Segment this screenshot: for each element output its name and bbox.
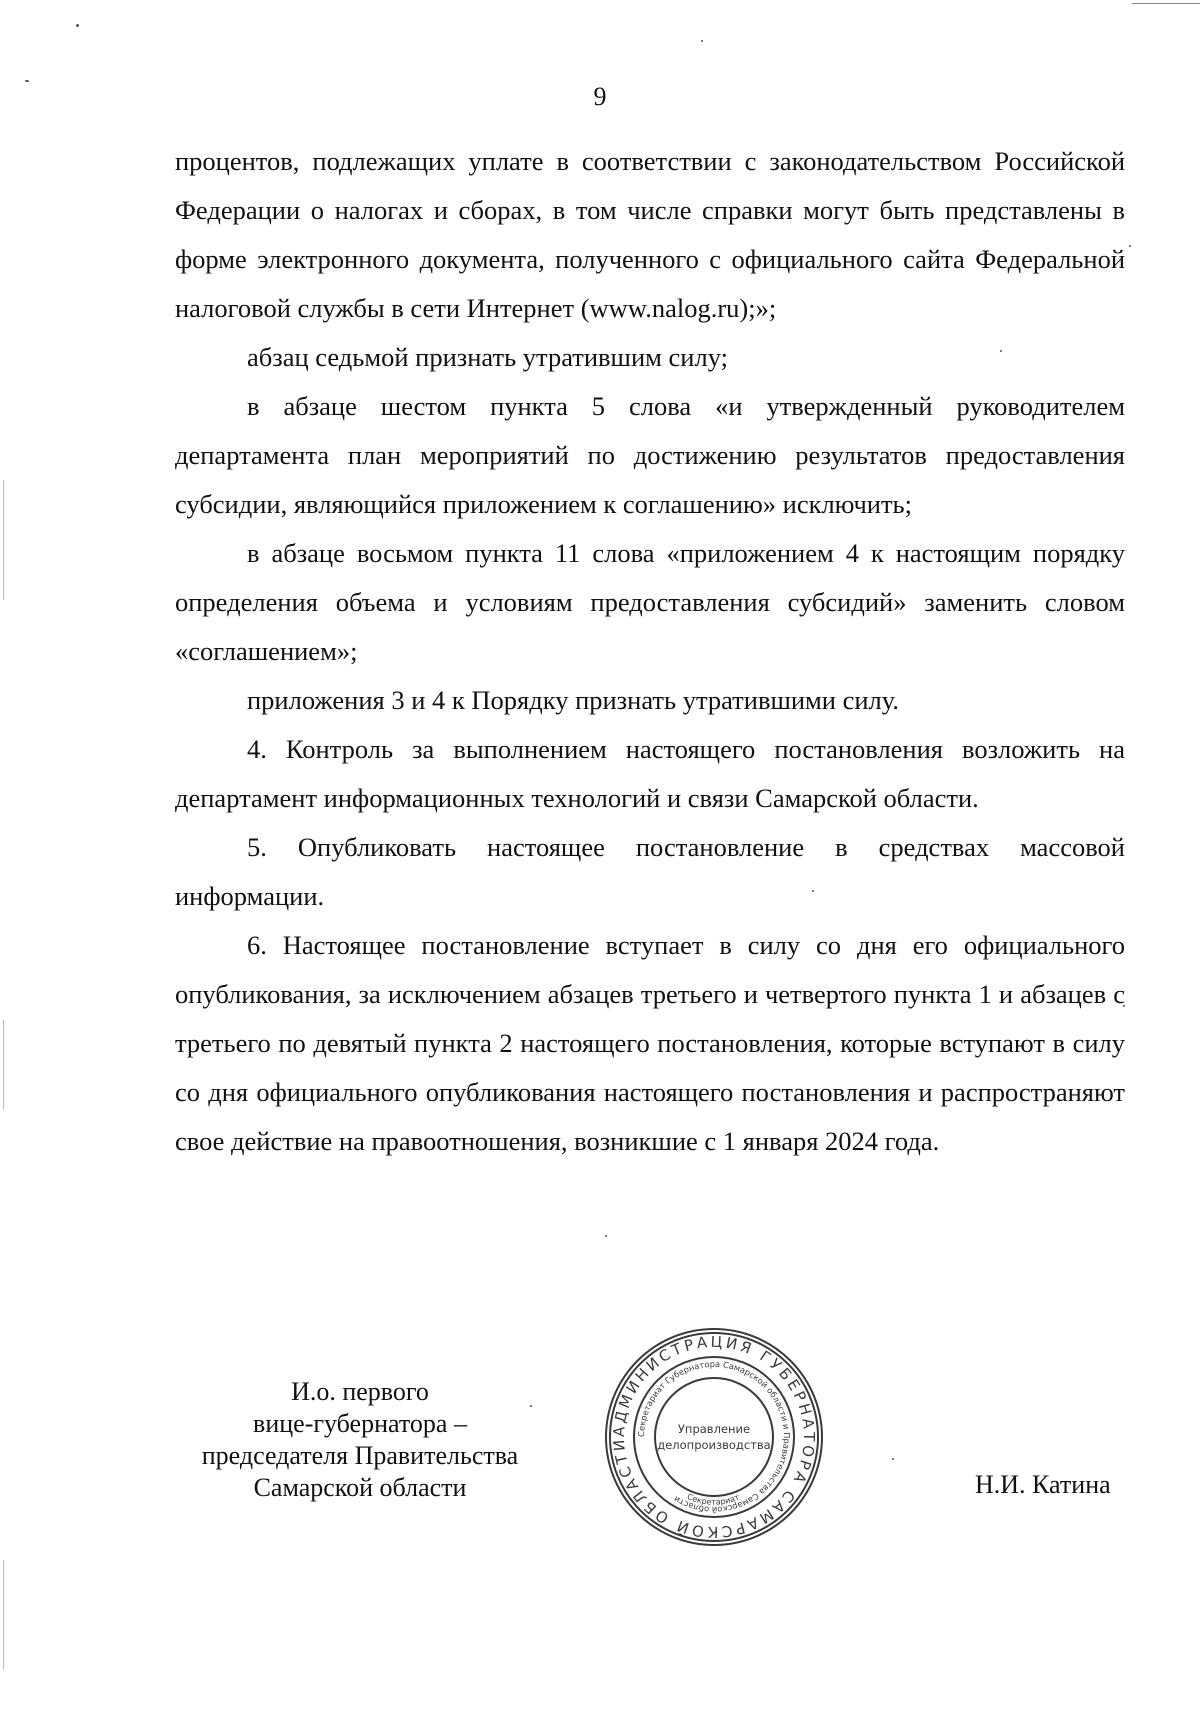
signatory-title-line: Самарской области <box>253 1473 467 1502</box>
signatory-name: Н.И. Катина <box>975 1470 1111 1499</box>
paragraph: 6. Настоящее постановление вступает в силу со дня его официального опубликования, за исключением абзацев третьего и четвертого пункта 1 и абзацев с третьего по девятый пункта 2 настоящего постановления, которые вступают в силу со дня официального опубликования настоящего постановления и распространяют свое действие на правоотношения, возникшие с 1 января 2024 года. <box>175 930 1125 1156</box>
seal-bottom-text: Секретариат <box>685 1492 741 1507</box>
scan-rule <box>1132 3 1200 4</box>
signatory-title <box>170 1376 550 1504</box>
paragraph: в абзаце шестом пункта 5 слова «и утвержденный руководителем департамента план мероприятий по достижению результатов предоставления субсидии, являющийся приложением к соглашению» исключить; <box>175 391 1125 519</box>
official-seal <box>602 1325 826 1549</box>
paragraph: 5. Опубликовать настоящее постановление в средствах массовой информации. <box>175 832 1125 911</box>
signatory-title-line: вице-губернатора – <box>253 1409 467 1438</box>
signatory-title-line: И.о. первого <box>291 1377 429 1406</box>
paragraph: приложения 3 и 4 к Порядку признать утратившими силу. <box>247 685 900 715</box>
paragraph: процентов, подлежащих уплате в соответствии с законодательством Российской Федерации о налогах и сборах, в том числе справки могут быть представлены в форме электронного документа, полученного с официального сайта Федеральной налоговой службы в сети Интернет (www.nalog.ru);»; <box>175 146 1125 323</box>
page-number: 9 <box>593 82 607 111</box>
seal-center-line: делопроизводства <box>657 1438 771 1452</box>
paragraph: 4. Контроль за выполнением настоящего постановления возложить на департамент информационных технологий и связи Самарской области. <box>175 734 1125 813</box>
seal-outer-text: АДМИНИСТРАЦИЯ ГУБЕРНАТОРА САМАРСКОЙ ОБЛАСТИ <box>609 1332 819 1542</box>
paragraph: в абзаце восьмом пункта 11 слова «приложением 4 к настоящим порядку определения объема и условиям предоставления субсидий» заменить словом «соглашением»; <box>175 538 1125 666</box>
seal-center-line: Управление <box>677 1422 751 1436</box>
scan-edge-mark <box>3 1020 4 1110</box>
paragraph: абзац седьмой признать утратившим силу; <box>247 342 728 372</box>
document-body <box>175 137 1125 1166</box>
scan-edge-mark <box>3 480 4 600</box>
scan-edge-mark <box>3 1560 4 1670</box>
seal-inner-text: Секретариат Губернатора Самарской области и Правительства Самарской области <box>635 1358 793 1516</box>
signatory-title-line: председателя Правительства <box>201 1441 519 1470</box>
